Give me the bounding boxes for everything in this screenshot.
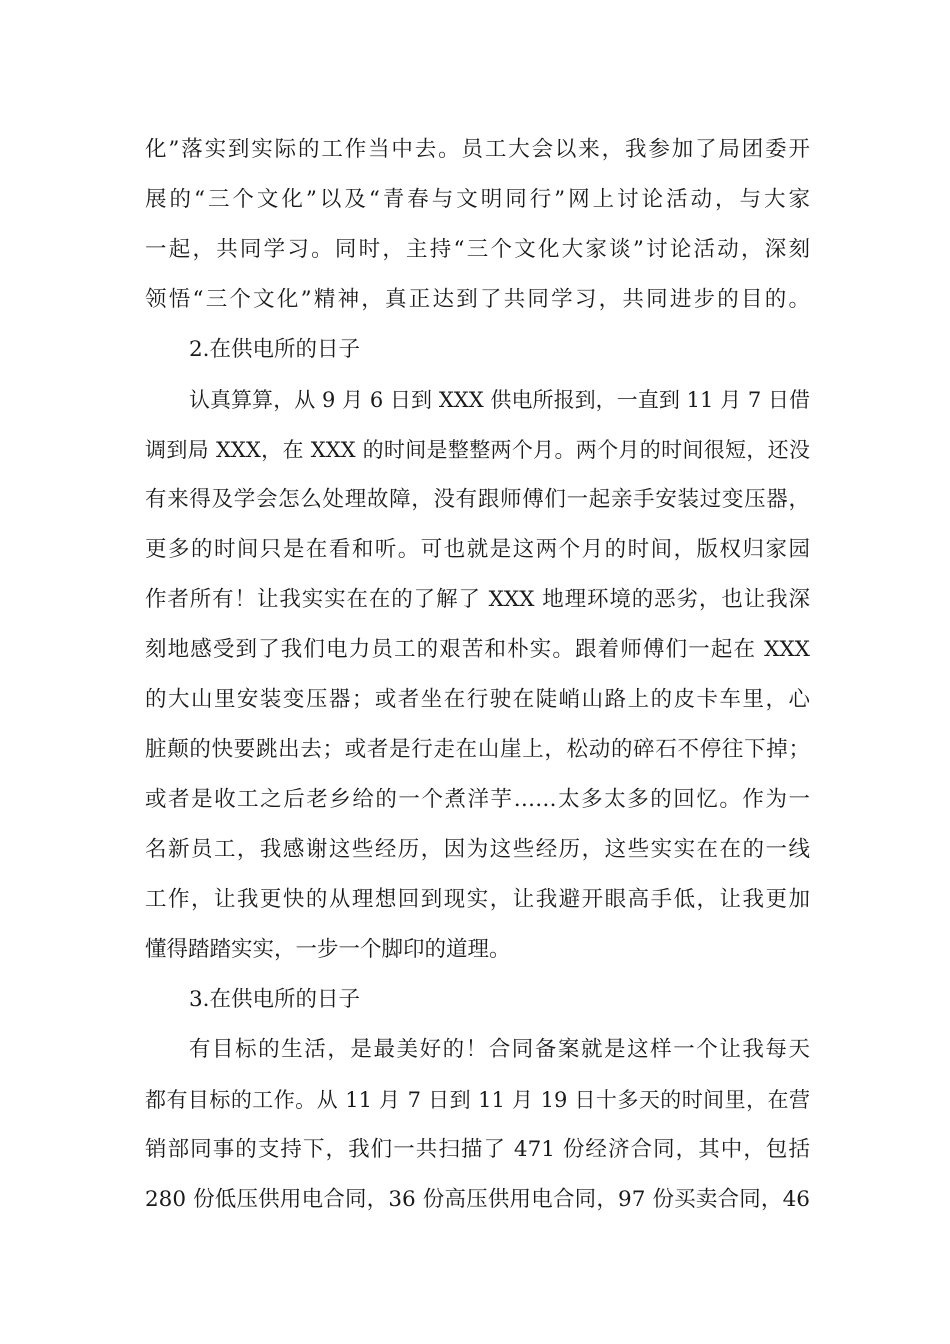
text-line: 刻地感受到了我们电力员工的艰苦和朴实。跟着师傅们一起在 XXX (145, 637, 810, 662)
text-line: 一起，共同学习。同时，主持“三个文化大家谈”讨论活动，深刻 (145, 237, 810, 262)
text-line: 更多的时间只是在看和听。可也就是这两个月的时间，版权归家园 (145, 537, 810, 562)
text-line: 工作，让我更快的从理想回到现实，让我避开眼高手低，让我更加 (145, 887, 810, 912)
text-line: 280 份低压供用电合同，36 份高压供用电合同，97 份买卖合同，46 (145, 1187, 810, 1212)
text-line: 调到局 XXX，在 XXX 的时间是整整两个月。两个月的时间很短，还没 (145, 438, 810, 462)
text-line: 都有目标的工作。从 11 月 7 日到 11 月 19 日十多天的时间里，在营 (145, 1088, 810, 1112)
text-line: 脏颠的快要跳出去；或者是行走在山崖上，松动的碎石不停往下掉； (145, 737, 810, 762)
text-line: 的大山里安装变压器；或者坐在行驶在陡峭山路上的皮卡车里，心 (145, 687, 810, 712)
text-line: 或者是收工之后老乡给的一个煮洋芋……太多太多的回忆。作为一 (145, 787, 810, 812)
text-line: 作者所有！让我实实在在的了解了 XXX 地理环境的恶劣，也让我深 (145, 587, 810, 612)
text-line: 领悟“三个文化”精神，真正达到了共同学习，共同进步的目的。 (145, 287, 810, 312)
text-line: 认真算算，从 9 月 6 日到 XXX 供电所报到，一直到 11 月 7 日借 (189, 388, 810, 412)
text-line: 名新员工，我感谢这些经历，因为这些经历，这些实实在在的一线 (145, 837, 810, 862)
text-line: 有目标的生活，是最美好的！合同备案就是这样一个让我每天 (189, 1037, 810, 1062)
section-heading: 3.在供电所的日子 (189, 987, 361, 1012)
text-line: 销部同事的支持下，我们一共扫描了 471 份经济合同，其中，包括 (145, 1137, 810, 1162)
section-heading: 2.在供电所的日子 (189, 337, 361, 362)
text-line: 展的“三个文化”以及“青春与文明同行”网上讨论活动，与大家 (145, 187, 810, 212)
text-line: 化”落实到实际的工作当中去。员工大会以来，我参加了局团委开 (145, 137, 810, 162)
text-line: 有来得及学会怎么处理故障，没有跟师傅们一起亲手安装过变压器， (145, 487, 810, 512)
text-line: 懂得踏踏实实，一步一个脚印的道理。 (145, 937, 511, 962)
